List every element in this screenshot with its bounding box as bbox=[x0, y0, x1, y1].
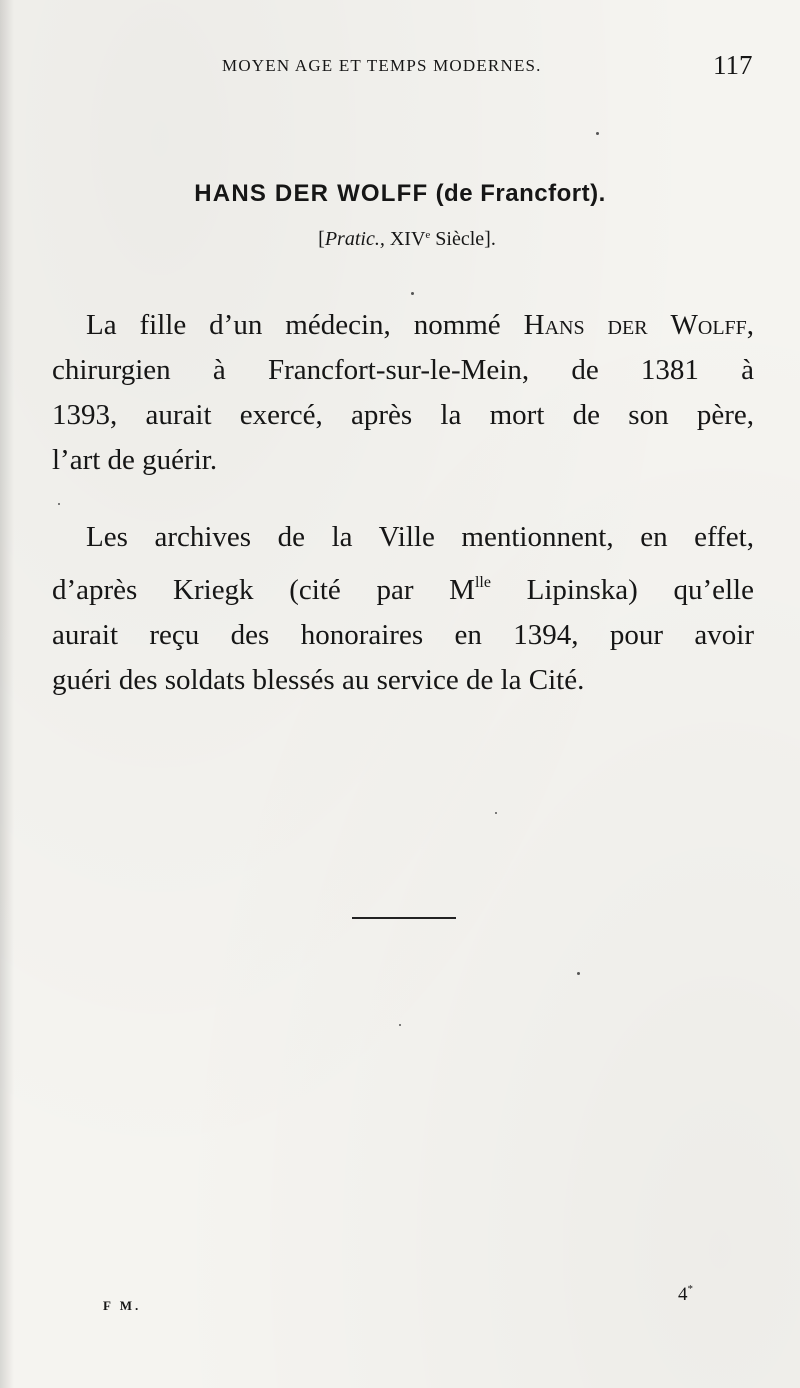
signature-left: F M. bbox=[103, 1298, 142, 1313]
paper-speck bbox=[596, 132, 599, 135]
paper-speck bbox=[495, 812, 497, 814]
paper-speck bbox=[411, 292, 414, 295]
paragraph-2-line-4: guéri des soldats blessés au service de la Cité. bbox=[52, 664, 585, 696]
paragraph-2-line-2-a: d’après Kriegk (cité par M bbox=[52, 574, 475, 606]
paragraph-1-line-1-text: La fille d’un médecin, nommé bbox=[86, 309, 501, 341]
signature-right bbox=[678, 1283, 693, 1306]
signature-right-number: 4 bbox=[678, 1284, 688, 1305]
paragraph-1-line-3: 1393, aurait exercé, après la mort de son père, bbox=[52, 399, 754, 431]
paper-speck bbox=[399, 1024, 401, 1026]
paragraph-2-line-2-sup: lle bbox=[474, 574, 491, 591]
sub-siecle: Siècle bbox=[435, 228, 485, 250]
paragraph-2-line-2-b: Lipinska) qu’elle bbox=[490, 574, 754, 606]
paper-speck bbox=[58, 503, 60, 505]
name-smallcaps-2: Wolff, bbox=[670, 309, 755, 341]
paragraph-2-line-2 bbox=[52, 560, 754, 613]
page-number: 117 bbox=[713, 50, 753, 80]
sub-century: XIV bbox=[389, 228, 426, 250]
name-smallcaps-1: Hans der bbox=[523, 309, 648, 341]
sub-open-bracket: [ bbox=[318, 228, 325, 250]
signature-right-star: * bbox=[687, 1283, 693, 1295]
paragraph-2-line-1: Les archives de la Ville mentionnent, en effet, bbox=[86, 521, 754, 553]
entry-heading-name: HANS DER WOLFF bbox=[194, 180, 429, 207]
paragraph-2 bbox=[52, 515, 754, 703]
paragraph-1-line-1 bbox=[52, 303, 754, 348]
entry-heading-place: (de Francfort). bbox=[435, 180, 606, 207]
sub-close-bracket: ]. bbox=[484, 228, 496, 250]
paragraph-1-line-4: l’art de guérir. bbox=[52, 444, 218, 476]
paragraph-1-line-2: chirurgien à Francfort-sur-le-Mein, de 1381 à bbox=[52, 354, 754, 386]
entry-subheading bbox=[0, 228, 800, 251]
page-edge-shadow bbox=[0, 0, 14, 1388]
running-head bbox=[0, 52, 800, 82]
entry-heading bbox=[0, 180, 800, 208]
paragraph-2-line-3: aurait reçu des honoraires en 1394, pour avoir bbox=[52, 619, 754, 651]
section-end-rule bbox=[352, 917, 456, 919]
paragraph-1 bbox=[52, 303, 754, 483]
sub-pralic: Pratic., bbox=[324, 228, 385, 250]
sub-century-sup: e bbox=[425, 229, 431, 241]
paper-speck bbox=[577, 972, 580, 975]
running-title: MOYEN AGE ET TEMPS MODERNES. bbox=[222, 56, 542, 75]
